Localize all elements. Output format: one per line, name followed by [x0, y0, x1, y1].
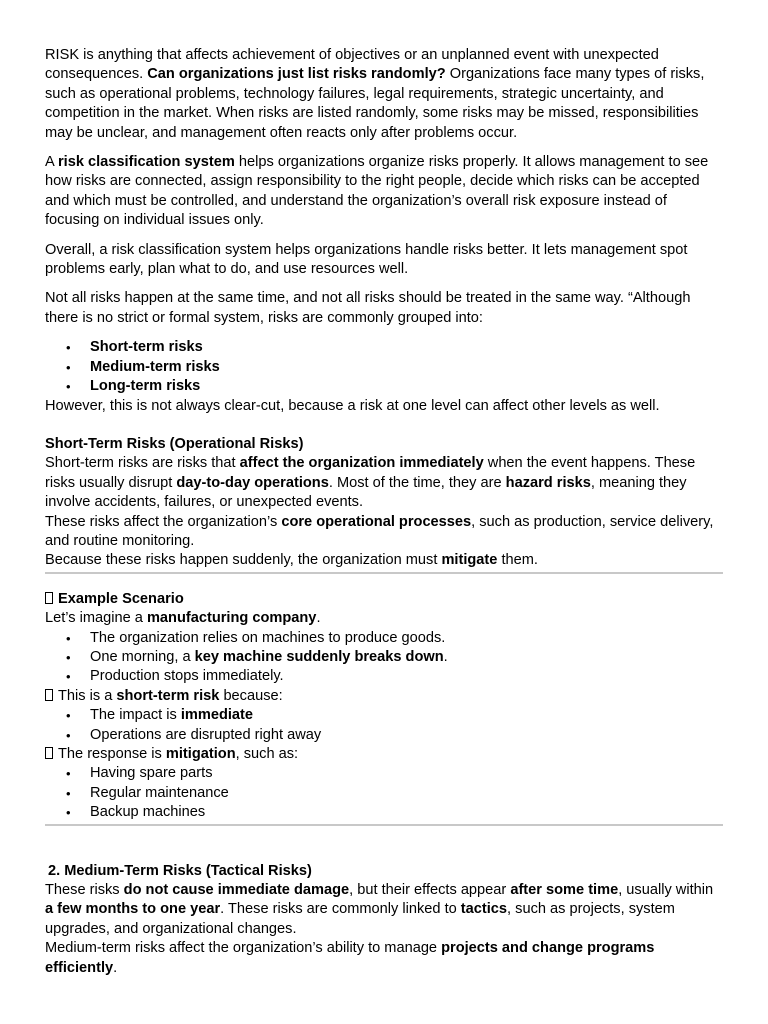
intro-paragraph-2 — [45, 153, 723, 231]
text-run: . These risks are commonly linked to — [220, 901, 461, 918]
list-item — [90, 338, 723, 357]
intro-paragraph-1 — [45, 46, 723, 143]
text-run: , meaning they involve accidents, failures, or unexpected events. — [45, 474, 687, 511]
list-item — [90, 358, 723, 377]
bold-run: mitigation — [165, 746, 236, 762]
text-run: A — [45, 154, 58, 171]
text-run: Short-term risks are risks that — [45, 455, 240, 472]
bold-run: short-term risk — [116, 687, 220, 704]
document-body — [45, 46, 723, 978]
bold-run: affect the organization immediately — [239, 455, 484, 472]
short-term-paragraph-3 — [45, 551, 723, 570]
bold-run: do not cause immediate damage — [123, 882, 350, 899]
text-run: , such as production, service delivery, and routine monitoring. — [45, 513, 714, 549]
text-run: . — [316, 610, 321, 627]
list-item: • Regular maintenance — [90, 784, 723, 803]
list-item: • Production stops immediately. — [90, 667, 723, 686]
list-item-label: Short-term risks — [90, 339, 203, 356]
bold-run: a few months to one year — [45, 901, 221, 918]
text-run: because: — [219, 687, 283, 704]
section-heading: Short-Term Risks (Operational Risks) — [45, 435, 304, 452]
section-heading: 2. Medium-Term Risks (Tactical Risks) — [48, 862, 312, 879]
bold-run: core operational processes — [281, 513, 472, 530]
example-response — [45, 745, 723, 764]
text-run: , such as: — [235, 746, 299, 762]
section-divider — [45, 824, 723, 826]
list-item — [90, 377, 723, 396]
text-run: These risks affect the organization’s — [45, 513, 282, 530]
text-run: helps organizations organize risks properly. It allows management to see how risks are connected, assign responsibility to the right people, decide which risks can be accepted and which must be controlled, and understand the organization’s overall risk exposure instead of focusing on individual issues only. — [45, 154, 709, 229]
bold-run: immediate — [180, 707, 254, 724]
section-heading: Example Scenario — [58, 590, 184, 607]
text-run: The impact is — [90, 707, 181, 724]
example-intro — [45, 609, 723, 628]
text-run: Because these risks happen suddenly, the organization must — [45, 552, 442, 569]
missing-glyph-icon — [45, 747, 53, 759]
intro-paragraph-4: Not all risks happen at the same time, and not all risks should be treated in the same way. “Although there is no strict or formal system, risks are commonly grouped into: — [45, 290, 691, 326]
section-divider — [45, 572, 723, 574]
text-run: This is a — [58, 687, 117, 704]
bold-run: hazard risks — [505, 474, 591, 491]
text-run: when the event happens. These risks usually disrupt — [45, 455, 696, 491]
list-item — [90, 706, 723, 725]
short-term-paragraph-1 — [45, 454, 723, 512]
list-item-label: Long-term risks — [90, 378, 201, 395]
list-item-label: Medium-term risks — [90, 358, 220, 375]
missing-glyph-icon — [45, 689, 53, 701]
bold-run: mitigate — [441, 552, 498, 569]
bold-question: Can organizations just list risks randomly? — [147, 66, 446, 83]
list-item: • Backup machines — [90, 803, 723, 822]
medium-term-paragraph-2 — [45, 939, 723, 978]
intro-paragraph-5: However, this is not always clear-cut, because a risk at one level can affect other levels as well. — [45, 397, 660, 414]
text-run: Medium-term risks affect the organization’s ability to manage — [45, 940, 442, 957]
text-run: One morning, a — [90, 648, 195, 665]
scenario-list — [45, 629, 723, 687]
short-term-paragraph-2 — [45, 513, 723, 552]
text-run: The response is — [58, 746, 166, 762]
reasons-list — [45, 706, 723, 745]
intro-paragraph-3: Overall, a risk classification system helps organizations handle risks better. It lets management spot problems early, plan what to do, and use resources well. — [45, 241, 688, 278]
list-item: • Having spare parts — [90, 764, 723, 783]
risk-groups-list — [45, 338, 723, 396]
text-run: Let’s imagine a — [45, 610, 147, 627]
text-run: These risks — [45, 882, 124, 899]
bold-run: tactics — [460, 901, 508, 918]
text-run: , but their effects appear — [349, 882, 511, 899]
text-run: , usually within — [618, 882, 714, 899]
text-run: Organizations face many types of risks, such as operational problems, technology failures, legal requirements, strategic uncertainty, and competition in the market. When risks are listed randomly, some risks may be missed, responsibilities may be unclear, and management often reacts only after problems occur. — [45, 66, 705, 141]
text-run: , such as projects, system upgrades, and organizational changes. — [45, 901, 675, 937]
bold-run: day-to-day operations — [176, 474, 329, 491]
bold-term: risk classification system — [57, 154, 235, 171]
text-run: . Most of the time, they are — [328, 474, 506, 491]
bold-run: after some time — [510, 882, 619, 899]
medium-term-heading — [45, 862, 723, 881]
text-run: . — [443, 648, 448, 665]
bold-run: manufacturing company — [146, 610, 317, 627]
text-run: . — [113, 959, 118, 976]
list-item: • Operations are disrupted right away — [90, 726, 723, 745]
list-item — [90, 648, 723, 667]
text-run: them. — [497, 552, 538, 569]
example-why — [45, 687, 723, 706]
medium-term-paragraph-1 — [45, 881, 723, 939]
missing-glyph-icon — [45, 592, 53, 604]
mitigation-list — [45, 764, 723, 822]
short-term-heading — [45, 435, 723, 454]
example-heading — [45, 590, 723, 609]
list-item: • The organization relies on machines to produce goods. — [90, 629, 723, 648]
text-run: RISK is anything that affects achievement of objectives or an unplanned event with unexpected consequences. — [45, 47, 659, 83]
bold-run: key machine suddenly breaks down — [194, 648, 444, 665]
bold-run: projects and change programs efficiently — [45, 940, 655, 976]
